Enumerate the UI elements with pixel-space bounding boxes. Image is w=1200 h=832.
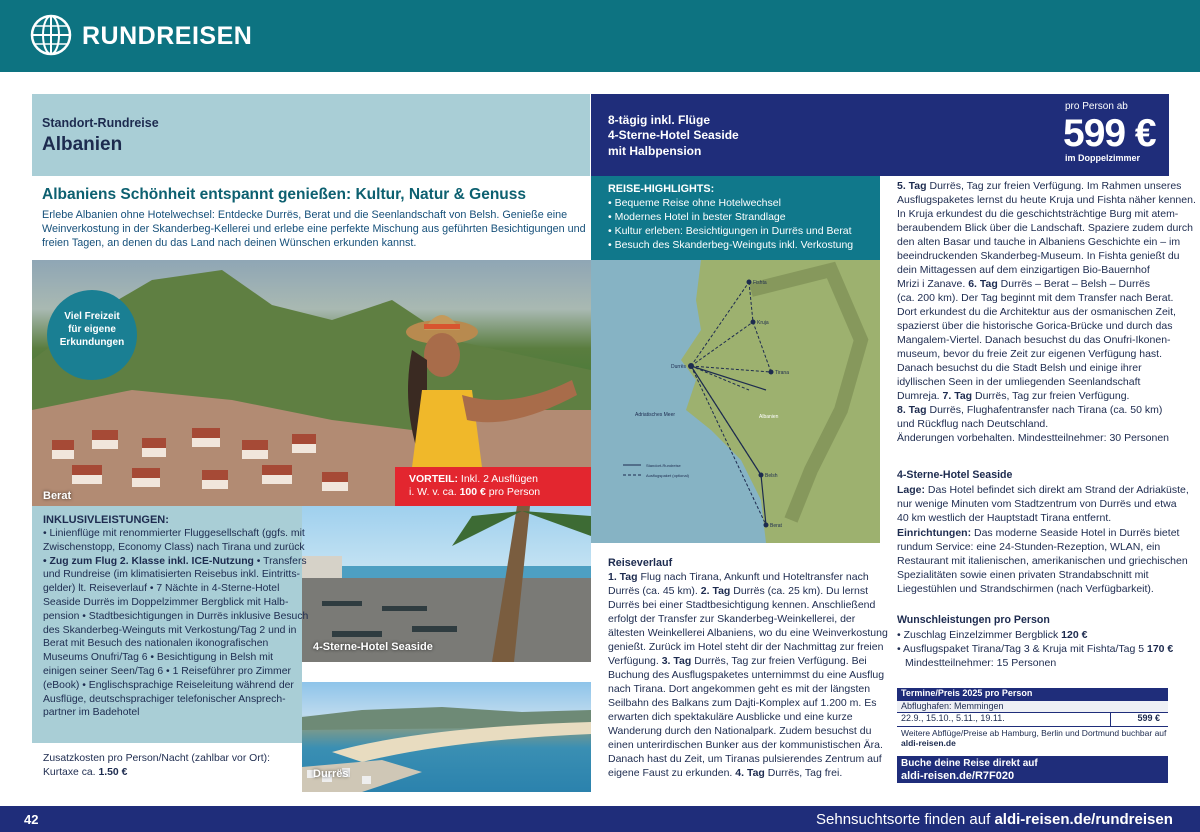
- text-run: idyllischen Seen in der umliegenden Seenlandschaft: [897, 376, 1141, 388]
- table-link: aldi-reisen.de: [901, 738, 956, 748]
- wish-item: [897, 628, 1087, 642]
- text-line: [897, 333, 1171, 347]
- text-line: [608, 584, 868, 598]
- text-line: [608, 598, 875, 612]
- text-run: (eBook) • Englischsprachige Reiseleitung während der: [43, 679, 294, 691]
- footer-label: Sehnsuchtsorte finden auf: [816, 811, 995, 828]
- text-run: • Linienflüge mit renommierter Fluggesellschaft (ggfs. mit: [43, 528, 305, 539]
- text-line: [897, 431, 1169, 445]
- text-run: Liegestühlen und Strandschirmen (nach Verfügbarkeit).: [897, 583, 1154, 596]
- text-bold: 1. Tag: [608, 571, 638, 583]
- text-line: [897, 403, 1162, 417]
- text-line: [608, 696, 876, 710]
- text-line: [897, 277, 1150, 291]
- board-info: mit Halbpension: [608, 144, 702, 158]
- freetime-line: Erkundungen: [59, 337, 125, 348]
- map-sea-label: Adriatisches Meer: [635, 412, 676, 418]
- route-map-drawing: [591, 260, 880, 543]
- text-line: [43, 693, 286, 707]
- globe-icon: [30, 14, 72, 56]
- footer-text: [816, 811, 1173, 828]
- advantage-text: Inkl. 2 Ausflügen: [458, 473, 538, 485]
- tour-type: Standort-Rundreise: [42, 116, 159, 130]
- inclusive-heading: INKLUSIVLEISTUNGEN:: [43, 514, 169, 526]
- text-line: [897, 207, 1178, 221]
- text-line: [897, 347, 1162, 361]
- text-line: [608, 738, 883, 752]
- wish-price: 120 €: [1061, 629, 1088, 641]
- text-line: [897, 221, 1193, 235]
- text-line: [43, 651, 273, 665]
- text-run: genießt. Zurück im Hotel steht dir der Nachmittag zur freien: [608, 641, 884, 653]
- text-run: gelder) lt. Reiseverlauf • 7 Nächte in 4-Sterne-Hotel: [43, 583, 280, 595]
- text-line: [43, 665, 291, 679]
- text-run: partner im Badehotel: [43, 707, 140, 719]
- table-note: Weitere Abflüge/Preise ab Hamburg, Berlin und Dortmund buchbar auf: [901, 728, 1167, 738]
- text-run: Zwischenstopp, Economy Class) nach Tirana und zurück: [43, 541, 305, 553]
- intro-line: Weinverkostung in der Skanderbeg-Kellerei und erlebe eine perfekte Mischung aus geführten Besichtigungen und: [42, 223, 586, 235]
- text-run: Durrës (ca. 45 km).: [608, 585, 701, 597]
- text-line: [897, 582, 1154, 596]
- text-bold: 4. Tag: [735, 767, 765, 779]
- text-bold: 2. Tag: [700, 585, 731, 597]
- table-heading: Termine/Preis 2025 pro Person: [897, 688, 1168, 701]
- text-run: Danach besuchst du die Stadt Belsh und einige ihrer: [897, 362, 1142, 374]
- berat-caption: Berat: [43, 490, 72, 502]
- text-line: [897, 568, 1149, 582]
- text-run: Seaside Durrës im Doppelzimmer Bergblick mit Halb-: [43, 597, 289, 608]
- text-line: [897, 554, 1188, 568]
- text-run: dein Mittagessen auf dem einzigartigen Bio-Bauernhof: [897, 264, 1150, 276]
- photo-gap: [302, 662, 591, 682]
- text-bold: 7. Tag: [942, 390, 973, 402]
- freetime-badge: [47, 290, 137, 380]
- wish-note: Mindestteilnehmer: 15 Personen: [905, 657, 1057, 669]
- text-line: [608, 668, 884, 682]
- text-run: In Kruja erkundest du die geschichtsträchtige Burg mit atem-: [897, 208, 1179, 220]
- text-line: [897, 526, 1179, 540]
- text-run: Durrës bei einer Stadtbesichtigung kennen. Anschließend: [608, 599, 876, 611]
- text-run: Mangalem-Viertel. Danach besuchst du das Onufri-Ikonen-: [897, 334, 1171, 346]
- text-line: [897, 361, 1142, 375]
- text-run: und Rundreise (im klimatisierten Reisebus inkl. Eintritts-: [43, 569, 300, 581]
- price-label: pro Person ab: [1065, 101, 1128, 112]
- text-line: [43, 568, 300, 582]
- text-run: Durrës, Flughafentransfer nach Tirana (ca. 50 km): [926, 404, 1163, 416]
- text-run: Mrizi i Zanave.: [897, 278, 969, 290]
- booking-link[interactable]: aldi-reisen.de/R7F020: [901, 770, 1015, 782]
- text-run: Änderungen vorbehalten. Mindestteilnehmer: 30 Personen: [897, 432, 1170, 444]
- hotel-photo: [302, 506, 591, 662]
- text-run: erfolgt der Transfer zur Skanderbeg-Weinkellerei, der: [608, 613, 856, 625]
- text-line: [43, 624, 296, 638]
- advantage-badge: [395, 467, 591, 506]
- text-run: museum, bevor du freie Zeit zur eigenen Verfügung hast.: [897, 348, 1162, 360]
- text-run: des Skanderbeg-Weinguts mit Verkostung/Tag 2 und in: [43, 624, 297, 636]
- text-line: [43, 706, 139, 720]
- text-run: nach Tirana. Dort angekommen geht es mit der längsten: [608, 683, 871, 695]
- text-line: [897, 179, 1181, 193]
- text-run: Durrës, Tag zur freien Verfügung.: [972, 390, 1130, 402]
- text-run: einigen seiner Seen/Tag 6 • 1 Reiseführer pro Zimmer: [43, 666, 291, 677]
- freetime-line: für eigene: [68, 324, 116, 335]
- text-bold: 6. Tag: [968, 278, 998, 290]
- wish-price: 170 €: [1146, 643, 1174, 655]
- text-run: spazierst über die historische Gorica-Brücke und durch das: [897, 320, 1173, 332]
- text-bold: Einrichtungen:: [897, 526, 972, 539]
- text-line: [897, 389, 1129, 403]
- text-run: den alten Basar und tauche in Albaniens Geschichte ein – im: [897, 236, 1181, 248]
- text-run: Danach hast du Zeit, um Tiranas pulsierendes Zentrum auf: [608, 753, 882, 765]
- text-run: erwarten dich spektakuläre Ausblicke und eine kurze: [608, 711, 853, 723]
- text-line: [608, 626, 888, 640]
- itinerary-heading: Reiseverlauf: [608, 557, 673, 569]
- text-run: einen unterirdischen Bunker aus der kommunistischen Ära.: [608, 739, 883, 751]
- text-run: Ausflugspaketes lernst du heute Kruja und Fishta näher kennen.: [897, 194, 1196, 206]
- text-run: Das Hotel befindet sich direkt am Strand der Adriaküste,: [925, 484, 1189, 496]
- advantage-text: i. W. v. ca.: [409, 486, 460, 498]
- price-value: 599 €: [1063, 112, 1156, 155]
- map-legend: [623, 463, 690, 478]
- text-line: [897, 497, 1177, 511]
- booking-box[interactable]: [897, 756, 1168, 783]
- text-run: Durrës – Berat – Belsh – Durrës: [997, 278, 1151, 290]
- text-line: [43, 541, 305, 555]
- text-line: [43, 582, 279, 596]
- page-number: 42: [24, 812, 39, 827]
- map-legend-item: Ausflugspaket (optional): [646, 473, 689, 478]
- text-line: [43, 610, 308, 624]
- text-line: [897, 540, 1160, 554]
- table-dates: 22.9., 15.10., 5.11., 19.11.: [901, 713, 1111, 726]
- text-line: [897, 483, 1189, 497]
- table-price: 599 €: [1137, 713, 1160, 723]
- text-run: Restaurant mit italienischen, amerikanischen und griechischen: [897, 555, 1188, 567]
- text-run: rundum Service: eine 24-Stunden-Rezeption, WLAN, ein: [897, 540, 1161, 553]
- brand-title: RUNDREISEN: [82, 22, 253, 50]
- text-line: [608, 612, 855, 626]
- headline: Albaniens Schönheit entspannt genießen: Kultur, Natur & Genuss: [42, 186, 526, 203]
- wish-text: • Zuschlag Einzelzimmer Bergblick: [897, 629, 1062, 641]
- table-row: [897, 713, 1168, 727]
- text-line: [608, 710, 853, 724]
- text-bold: 5. Tag: [897, 180, 927, 192]
- highlight-item: • Bequeme Reise ohne Hotelwechsel: [608, 197, 781, 209]
- text-run: nur wenige Minuten vom Stadtzentrum von Durrës und etwa: [897, 498, 1177, 511]
- text-run: beeindruckenden Skanderbeg-Museum. In Fishta genießt du: [897, 250, 1180, 262]
- map-city-label: Belsh: [765, 473, 778, 479]
- text-line: [897, 235, 1180, 249]
- map-country-label: Albanien: [759, 414, 779, 420]
- text-line: [897, 249, 1180, 263]
- text-run: Flug nach Tirana, Ankunft und Hoteltransfer nach: [637, 571, 869, 583]
- map-city-label: Durrës: [671, 364, 687, 370]
- destination-title: Albanien: [42, 134, 123, 155]
- extra-cost-label: Zusatzkosten pro Person/Nacht (zahlbar vor Ort):: [43, 753, 270, 764]
- text-bold: • Zug zum Flug 2. Klasse inkl. ICE-Nutzung: [43, 555, 254, 567]
- text-bold: 3. Tag: [661, 655, 692, 667]
- text-run: 40 km westlich der Hauptstadt Tirana entfernt.: [897, 512, 1112, 525]
- text-run: Das moderne Seaside Hotel in Durrës bietet: [971, 526, 1180, 539]
- highlight-item: • Besuch des Skanderbeg-Weinguts inkl. Verkostung: [608, 239, 854, 251]
- advantage-amount: 100 €: [459, 486, 486, 498]
- table-departure: Abflughafen: Memmingen: [897, 701, 1168, 713]
- wish-item: [897, 642, 1173, 656]
- wish-text: • Ausflugspaket Tirana/Tag 3 & Kruja mit Fishta/Tag 5: [897, 643, 1147, 655]
- intro-line: freien Tagen, an denen du das Land nach deinen Wünschen erkunden kannst.: [42, 237, 417, 249]
- footer-link[interactable]: aldi-reisen.de/rundreisen: [994, 811, 1173, 828]
- text-line: [897, 375, 1140, 389]
- hotel-illustration: [302, 506, 591, 662]
- text-line: [43, 527, 305, 541]
- text-line: [608, 682, 870, 696]
- text-line: [897, 263, 1150, 277]
- text-run: Dumreja.: [897, 390, 943, 402]
- text-line: [608, 766, 842, 780]
- text-line: [897, 305, 1176, 319]
- hotel-caption: 4-Sterne-Hotel Seaside: [313, 641, 433, 653]
- text-line: [43, 637, 268, 651]
- text-run: Verfügung.: [608, 655, 662, 667]
- text-line: [897, 319, 1172, 333]
- intro-line: Erlebe Albanien ohne Hotelwechsel: Entdecke Durrës, Berat und die Seenlandschaft von Belsh. Genieße eine: [42, 209, 568, 221]
- dates-table: [897, 688, 1168, 748]
- map-city-label: Berat: [770, 523, 782, 529]
- map-legend-item: Standort-Rundreise: [646, 463, 681, 468]
- tourist-tax-amount: 1.50 €: [98, 767, 128, 778]
- text-line: [897, 417, 1048, 431]
- text-run: Durrës, Tag frei.: [764, 767, 843, 779]
- price-note: im Doppelzimmer: [1065, 153, 1141, 163]
- text-line: [608, 570, 869, 584]
- text-run: Museums Onufri/Tag 6 • Besichtigung in Belsh mit: [43, 652, 274, 664]
- text-line: [608, 654, 867, 668]
- text-line: [897, 511, 1111, 525]
- text-line: [43, 596, 288, 610]
- text-run: • Transfers: [253, 555, 307, 567]
- hotel-heading: 4-Sterne-Hotel Seaside: [897, 469, 1013, 481]
- text-line: [43, 555, 307, 569]
- text-line: [608, 752, 882, 766]
- text-run: beraubendem Blick über die Landschaft. Spaziere zudem durch: [897, 222, 1193, 234]
- freetime-line: Viel Freizeit: [64, 311, 120, 322]
- text-run: Dort erkundest du die Architektur aus der osmanischen Zeit,: [897, 306, 1176, 318]
- text-run: und Rückflug nach Deutschland.: [897, 418, 1049, 430]
- text-run: Seilbahn des Balkans zum Dajti-Komplex auf 1.200 m. Es: [608, 697, 877, 709]
- text-run: Spezialitäten sowie einen privaten Strandabschnitt mit: [897, 569, 1149, 582]
- highlights-heading: REISE-HIGHLIGHTS:: [608, 183, 715, 195]
- text-line: [608, 640, 883, 654]
- text-run: Ausflüge, deutschsprachiger telefonischer Ansprech-: [43, 693, 286, 705]
- text-run: pension • Stadtbesichtigungen in Durrës inklusive Besuch: [43, 610, 309, 622]
- text-line: [43, 679, 294, 693]
- wishes-heading: Wunschleistungen pro Person: [897, 614, 1050, 626]
- text-run: Buchung des Ausflugspaketes unternimmst du eine Ausflug: [608, 669, 885, 681]
- text-run: Wanderung durch den Nationalpark. Zudem besuchst du: [608, 725, 872, 737]
- text-line: [897, 193, 1196, 207]
- text-run: Durrës, Tag zur freien Verfügung. Im Rahmen unseres: [926, 180, 1182, 192]
- tourist-tax-label: Kurtaxe ca.: [43, 767, 99, 778]
- map-city-label: Kruja: [757, 320, 769, 326]
- text-run: Durrës (ca. 25 km). Du lernst: [730, 585, 869, 597]
- tourist-tax: [43, 767, 127, 778]
- text-run: ältesten Weinkellerei Albaniens, wo du eine Weinverkostung: [608, 627, 888, 639]
- durres-caption: Durrës: [313, 768, 349, 780]
- text-bold: 8. Tag: [897, 404, 927, 416]
- text-run: eigene Faust zu erkunden.: [608, 767, 736, 779]
- text-line: [608, 724, 871, 738]
- advantage-label: VORTEIL:: [409, 473, 458, 485]
- hotel-info: 4-Sterne-Hotel Seaside: [608, 128, 739, 142]
- route-map: [591, 260, 880, 543]
- map-city-label: Tirana: [775, 370, 789, 376]
- text-run: Berat mit Besuch des nationalen ikonografischen: [43, 638, 269, 650]
- advantage-text: pro Person: [485, 486, 541, 498]
- booking-text: Buche deine Reise direkt auf: [901, 758, 1038, 769]
- highlight-item: • Modernes Hotel in bester Strandlage: [608, 211, 786, 223]
- highlight-item: • Kultur erleben: Besichtigungen in Durrës und Berat: [608, 225, 852, 237]
- text-bold: Lage:: [897, 484, 926, 496]
- map-city-label: Fishta: [753, 280, 767, 286]
- duration-info: 8-tägig inkl. Flüge: [608, 113, 711, 127]
- text-run: Durrës, Tag zur freien Verfügung. Bei: [691, 655, 867, 667]
- text-line: [897, 291, 1173, 305]
- text-run: (ca. 200 km). Der Tag beginnt mit dem Transfer nach Berat.: [897, 292, 1174, 304]
